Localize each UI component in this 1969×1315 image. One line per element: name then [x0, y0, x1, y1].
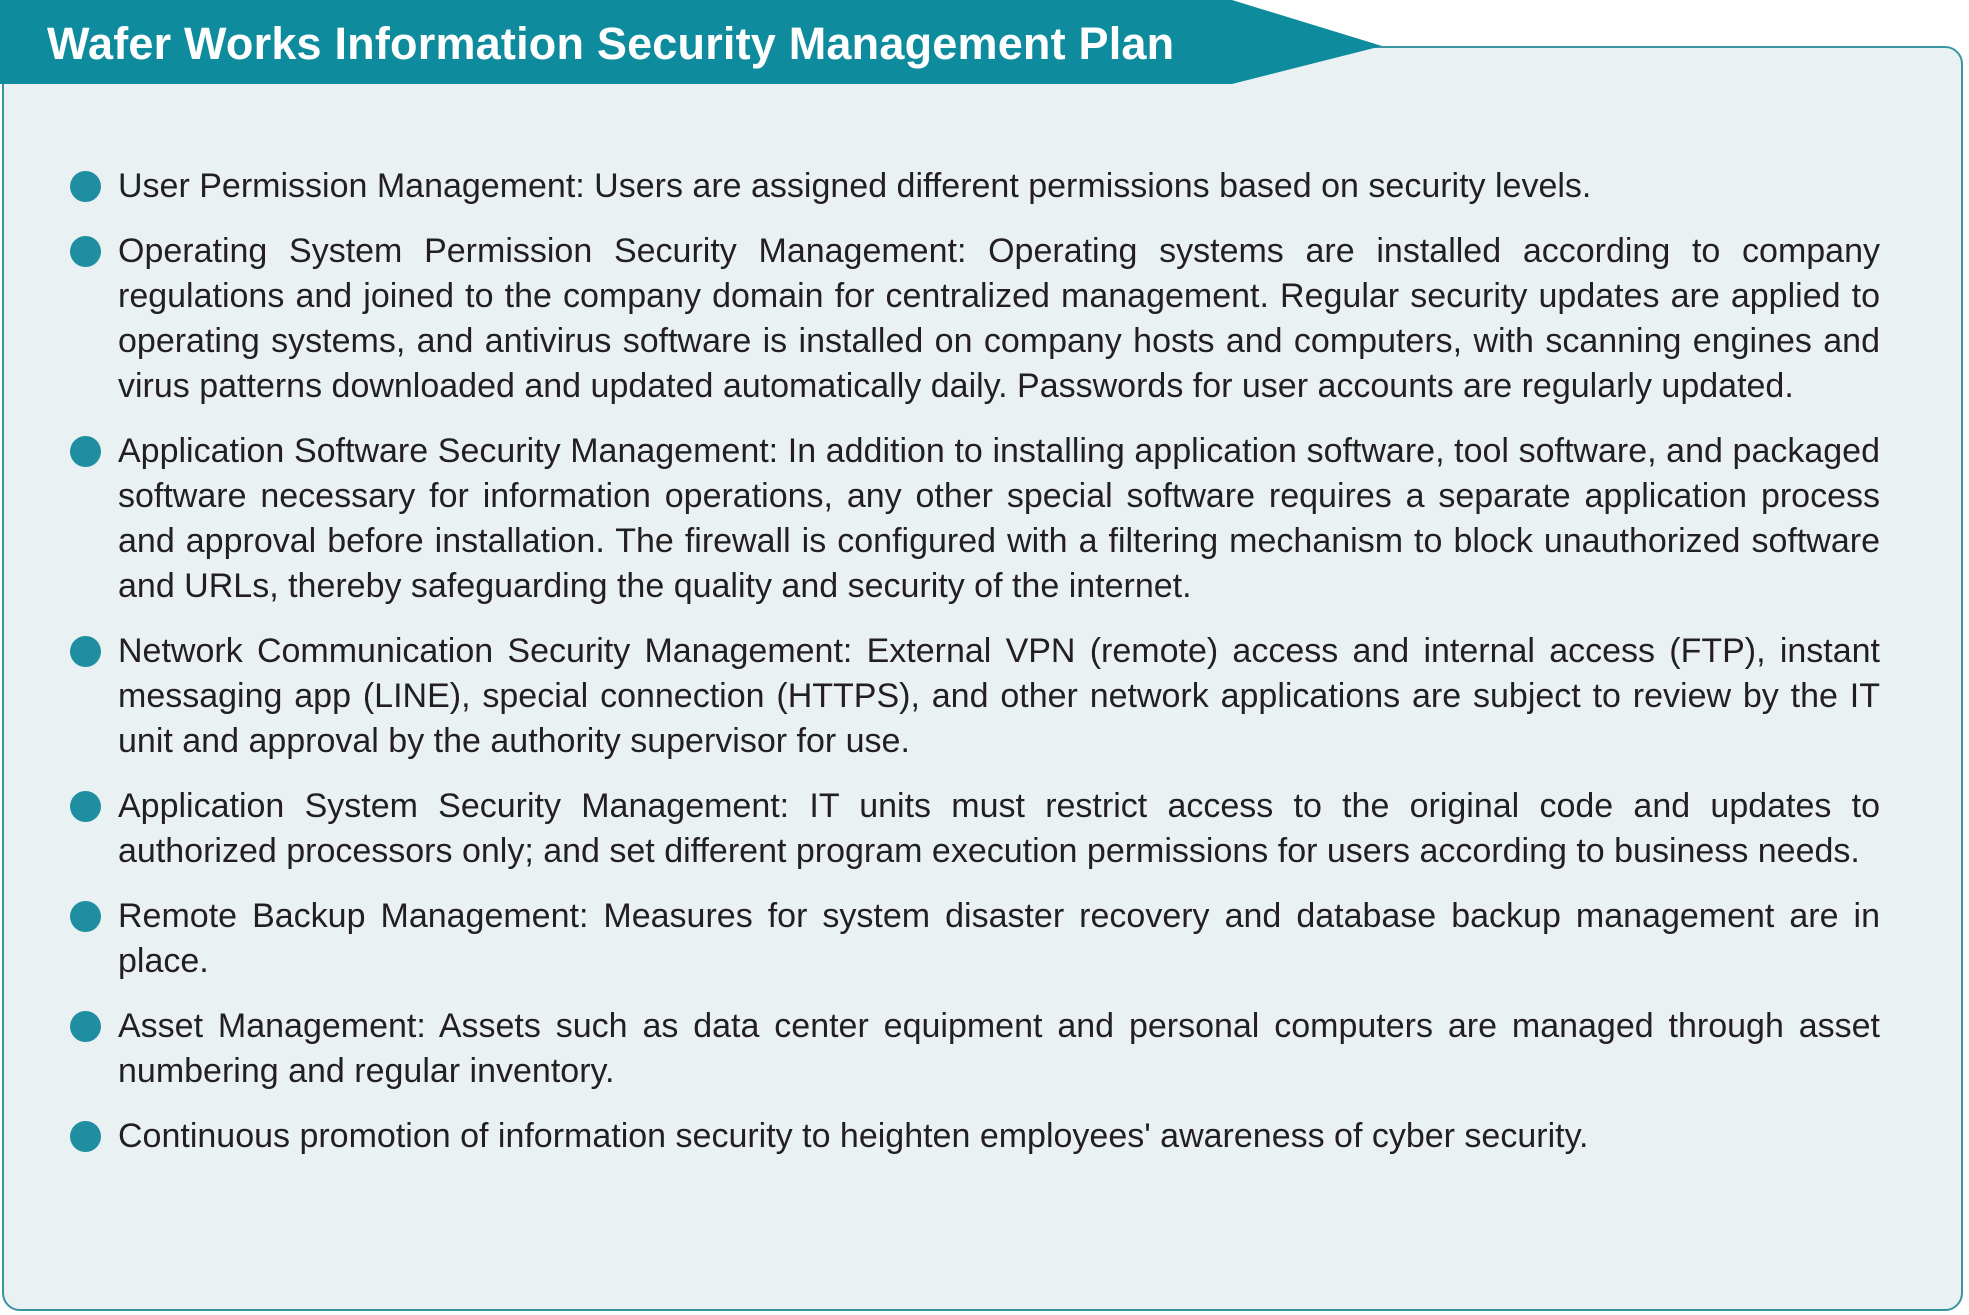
list-item: [70, 1114, 1880, 1159]
bullet-icon: [70, 236, 101, 267]
list-item: [70, 1004, 1880, 1094]
list-item-text: Application Software Security Management: In addition to installing application software, tool software, and packaged software necessary for information operations, any other special software requires a separate application process and approval before installation. The firewall is configured with a filtering mechanism to block unauthorized software and URLs, thereby safeguarding the quality and security of the internet.: [118, 432, 1880, 605]
list-item-text: Continuous promotion of information security to heighten employees' awareness of cyber security.: [118, 1117, 1589, 1155]
list-item-text: Asset Management: Assets such as data center equipment and personal computers are managed through asset numbering and regular inventory.: [118, 1007, 1880, 1090]
bullet-icon: [70, 171, 101, 202]
list-item-text: Remote Backup Management: Measures for system disaster recovery and database backup management are in place.: [118, 897, 1880, 980]
list-item: [70, 629, 1880, 764]
list-item: [70, 164, 1880, 209]
list-item: [70, 784, 1880, 874]
list-item-text: User Permission Management: Users are assigned different permissions based on security levels.: [118, 167, 1592, 205]
list-item-text: Operating System Permission Security Management: Operating systems are installed according to company regulations and joined to the company domain for centralized management. Regular security updates are applied to operating systems, and antivirus software is installed on company hosts and computers, with scanning engines and virus patterns downloaded and updated automatically daily. Passwords for user accounts are regularly updated.: [118, 232, 1880, 405]
page-title: Wafer Works Information Security Management Plan: [47, 18, 1175, 69]
bullet-icon: [70, 901, 101, 932]
list-item: [70, 894, 1880, 984]
bullet-icon: [70, 1121, 101, 1152]
bullet-icon: [70, 436, 101, 467]
title-banner: [0, 0, 1385, 84]
bullet-icon: [70, 1011, 101, 1042]
list-item-text: Network Communication Security Management: External VPN (remote) access and internal access (FTP), instant messaging app (LINE), special connection (HTTPS), and other network applications are subject to review by the IT unit and approval by the authority supervisor for use.: [118, 632, 1880, 760]
list-item: [70, 229, 1880, 409]
bullet-icon: [70, 636, 101, 667]
list-item-text: Application System Security Management: IT units must restrict access to the original code and updates to authorized processors only; and set different program execution permissions for users according to business needs.: [118, 787, 1880, 870]
bullet-icon: [70, 791, 101, 822]
security-measures-list: [70, 164, 1880, 1179]
list-item: [70, 429, 1880, 609]
